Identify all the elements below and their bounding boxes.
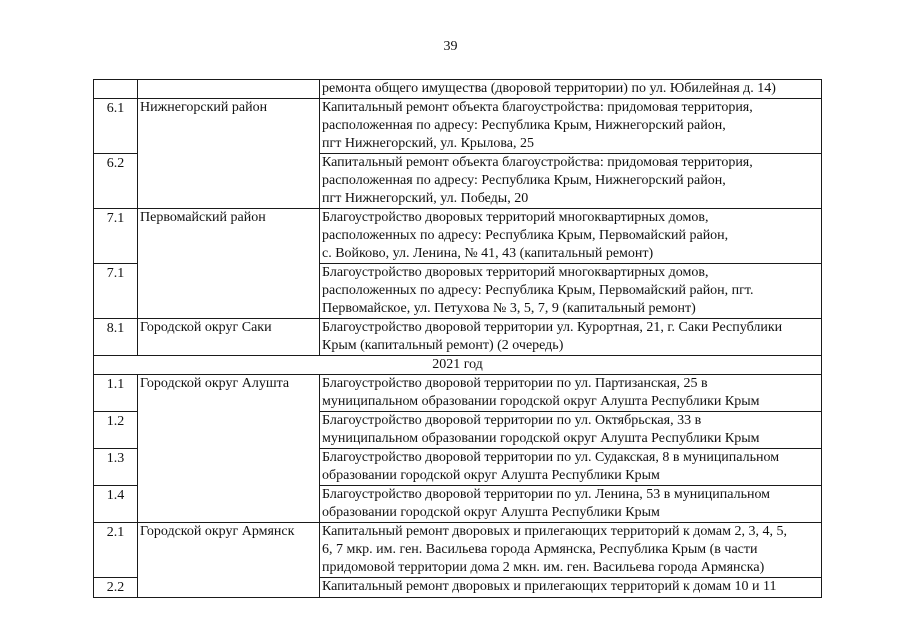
district-name: Городской округ Саки <box>138 319 320 356</box>
district-name <box>138 154 320 209</box>
table-row <box>94 209 822 264</box>
district-name: Городской округ Армянск <box>138 523 320 578</box>
description-line: Благоустройство дворовой территории по ул. Ленина, 53 в муниципальном <box>322 487 771 502</box>
description-line: придомовой территории дома 2 мкн. им. ген. Васильева города Армянска) <box>322 560 765 575</box>
row-number: 1.4 <box>94 486 138 523</box>
description-line: расположенных по адресу: Республика Крым, Первомайский район, пгт. <box>322 283 754 298</box>
work-description <box>320 375 822 412</box>
table-row <box>94 523 822 578</box>
description-line: образовании городской округ Алушта Республики Крым <box>322 468 660 483</box>
table-row <box>94 578 822 598</box>
row-number: 1.3 <box>94 449 138 486</box>
district-name <box>138 449 320 486</box>
description-line: с. Войково, ул. Ленина, № 41, 43 (капитальный ремонт) <box>322 246 654 261</box>
row-number: 6.2 <box>94 154 138 209</box>
page-number: 39 <box>443 39 458 54</box>
work-description <box>320 578 822 598</box>
description-line: пгт Нижнегорский, ул. Крылова, 25 <box>322 136 534 151</box>
description-line: муниципальном образовании городской округ Алушта Республики Крым <box>322 394 760 409</box>
work-description <box>320 80 822 99</box>
table-row <box>94 154 822 209</box>
district-name: Первомайский район <box>138 209 320 264</box>
description-line: расположенная по адресу: Республика Крым, Нижнегорский район, <box>322 118 726 133</box>
district-name <box>138 578 320 598</box>
district-name: Городской округ Алушта <box>138 375 320 412</box>
description-line: Крым (капитальный ремонт) (2 очередь) <box>322 338 564 353</box>
work-description <box>320 154 822 209</box>
table-row <box>94 486 822 523</box>
description-line: Первомайское, ул. Петухова № 3, 5, 7, 9 (капитальный ремонт) <box>322 301 696 316</box>
row-number: 1.1 <box>94 375 138 412</box>
table-row <box>94 319 822 356</box>
description-line: расположенная по адресу: Республика Крым, Нижнегорский район, <box>322 173 726 188</box>
row-number: 7.1 <box>94 209 138 264</box>
table-row <box>94 412 822 449</box>
description-line: ремонта общего имущества (дворовой территории) по ул. Юбилейная д. 14) <box>322 81 776 96</box>
work-description <box>320 449 822 486</box>
description-line: муниципальном образовании городской округ Алушта Республики Крым <box>322 431 760 446</box>
year-header: 2021 год <box>94 356 822 375</box>
table-row <box>94 449 822 486</box>
work-description <box>320 99 822 154</box>
description-line: Благоустройство дворовых территорий многоквартирных домов, <box>322 265 709 280</box>
description-line: образовании городской округ Алушта Республики Крым <box>322 505 660 520</box>
description-line: Благоустройство дворовых территорий многоквартирных домов, <box>322 210 709 225</box>
description-line: Благоустройство дворовой территории ул. Курортная, 21, г. Саки Республики <box>322 320 783 335</box>
description-line: расположенных по адресу: Республика Крым, Первомайский район, <box>322 228 729 243</box>
table-row <box>94 99 822 154</box>
row-number: 6.1 <box>94 99 138 154</box>
district-name: Нижнегорский район <box>138 99 320 154</box>
row-number: 2.2 <box>94 578 138 598</box>
district-name <box>138 264 320 319</box>
work-description <box>320 209 822 264</box>
district-name <box>138 412 320 449</box>
work-description <box>320 319 822 356</box>
description-line: Капитальный ремонт дворовых и прилегающих территорий к домам 2, 3, 4, 5, <box>322 524 787 539</box>
description-line: Капитальный ремонт дворовых и прилегающих территорий к домам 10 и 11 <box>322 579 777 594</box>
row-number <box>94 80 138 99</box>
table-row <box>94 264 822 319</box>
year-header-row <box>94 356 822 375</box>
work-description <box>320 486 822 523</box>
table-body <box>94 80 822 598</box>
description-line: 6, 7 мкр. им. ген. Васильева города Армянска, Республика Крым (в части <box>322 542 758 557</box>
row-number: 8.1 <box>94 319 138 356</box>
description-line: Благоустройство дворовой территории по ул. Партизанская, 25 в <box>322 376 708 391</box>
row-number: 7.1 <box>94 264 138 319</box>
table-row <box>94 80 822 99</box>
description-line: Капитальный ремонт объекта благоустройства: придомовая территория, <box>322 155 753 170</box>
work-description <box>320 264 822 319</box>
work-description <box>320 523 822 578</box>
description-line: Благоустройство дворовой территории по ул. Октябрьская, 33 в <box>322 413 702 428</box>
description-line: Капитальный ремонт объекта благоустройства: придомовая территория, <box>322 100 753 115</box>
district-name <box>138 80 320 99</box>
description-line: пгт Нижнегорский, ул. Победы, 20 <box>322 191 529 206</box>
program-table <box>93 79 822 598</box>
row-number: 2.1 <box>94 523 138 578</box>
description-line: Благоустройство дворовой территории по ул. Судакская, 8 в муниципальном <box>322 450 780 465</box>
table-row <box>94 375 822 412</box>
work-description <box>320 412 822 449</box>
row-number: 1.2 <box>94 412 138 449</box>
district-name <box>138 486 320 523</box>
